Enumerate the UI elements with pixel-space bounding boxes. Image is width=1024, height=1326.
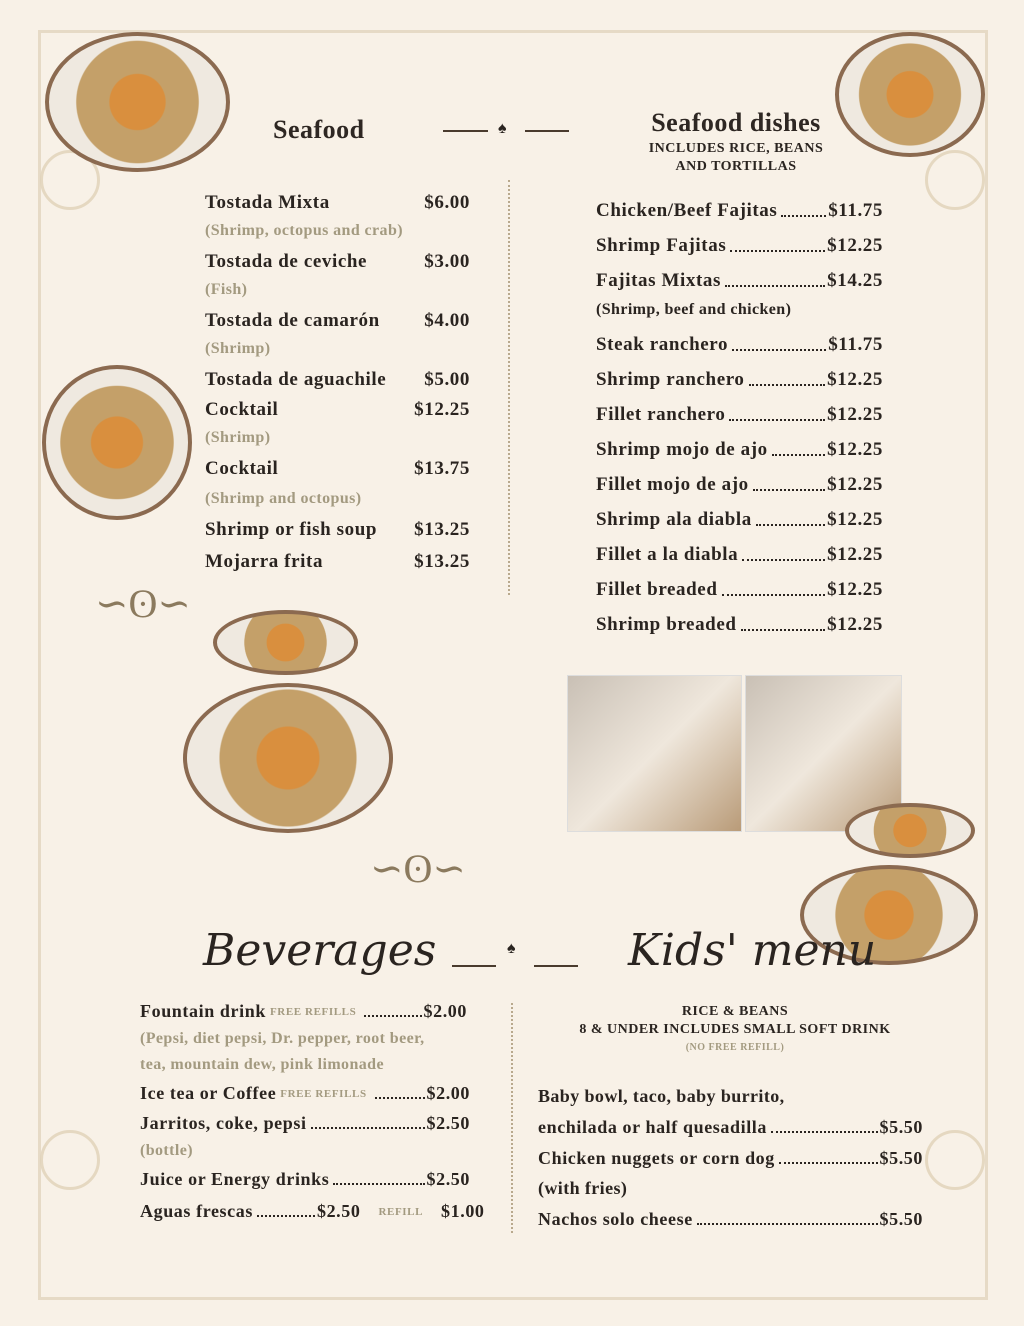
corner-ornament <box>925 1130 985 1190</box>
item-price: $4.00 <box>424 310 470 331</box>
item-price: $11.75 <box>828 334 883 355</box>
menu-item <box>205 310 470 332</box>
item-name: Tostada de ceviche <box>205 251 368 272</box>
dot-leader <box>732 334 826 351</box>
seafood-dishes-subtitle: INCLUDES RICE, BEANS <box>648 141 824 156</box>
menu-item <box>596 614 883 636</box>
item-price: $12.25 <box>827 614 883 635</box>
dot-leader <box>730 235 825 252</box>
dot-leader <box>742 544 825 561</box>
mojarra-photo <box>183 683 393 833</box>
item-price: $12.25 <box>827 404 883 425</box>
kids-subtitle: 8 & UNDER INCLUDES SMALL SOFT DRINK <box>579 1022 891 1037</box>
item-price: $5.50 <box>879 1209 923 1229</box>
menu-item <box>205 458 470 480</box>
item-price: $2.50 <box>316 1201 361 1221</box>
dot-leader <box>741 614 826 631</box>
dot-leader <box>725 270 825 287</box>
spacer <box>278 458 414 480</box>
item-price: $13.75 <box>414 458 470 479</box>
divider <box>443 130 488 132</box>
spacer <box>330 192 424 214</box>
menu-item <box>596 439 883 461</box>
item-name: Jarritos, coke, pepsi <box>140 1113 307 1133</box>
item-name: Fountain drink <box>140 1001 266 1021</box>
flourish-ornament: ∽ʘ∽ <box>370 846 466 891</box>
item-price: $12.25 <box>827 369 883 390</box>
item-price: $2.50 <box>426 1113 470 1133</box>
item-tag: FREE REFILLS <box>280 1087 367 1100</box>
menu-item <box>140 1083 470 1104</box>
item-note: (Shrimp) <box>205 429 271 446</box>
item-note: (Shrimp, beef and chicken) <box>596 301 792 318</box>
menu-item <box>205 519 470 541</box>
item-price: $12.25 <box>827 509 883 530</box>
nuggets-photo <box>845 803 975 858</box>
item-price: $3.00 <box>424 251 470 272</box>
menu-item <box>596 200 883 222</box>
dot-leader <box>749 369 826 386</box>
item-tag: FREE REFILLS <box>269 1005 357 1018</box>
item-tag: REFILL <box>378 1205 424 1218</box>
menu-item <box>140 1169 470 1190</box>
item-name: Fajitas Mixtas <box>596 270 722 291</box>
menu-item <box>538 1209 923 1230</box>
menu-item <box>596 509 883 531</box>
item-note: (Shrimp and octopus) <box>205 490 362 507</box>
dot-leader <box>756 509 825 526</box>
menu-item <box>205 192 470 214</box>
menu-item <box>140 1201 485 1222</box>
item-name: Tostada Mixta <box>205 192 330 213</box>
item-note: (Shrimp, octopus and crab) <box>205 222 403 239</box>
menu-item <box>596 474 883 496</box>
menu-item <box>596 334 883 356</box>
item-name: Fillet mojo de ajo <box>596 474 749 495</box>
item-name: Steak ranchero <box>596 334 729 355</box>
item-price: $12.25 <box>827 544 883 565</box>
dot-leader <box>781 200 826 217</box>
kids-menu-title: Kids' menu <box>628 925 877 976</box>
item-name: Fillet breaded <box>596 579 718 600</box>
item-price: $12.25 <box>827 235 883 256</box>
refill-price: $1.00 <box>441 1201 485 1221</box>
item-price: $12.25 <box>414 399 470 420</box>
item-name: Chicken/Beef Fajitas <box>596 200 778 221</box>
item-price: $2.00 <box>423 1001 467 1021</box>
menu-item <box>596 579 883 601</box>
item-price: $12.25 <box>827 439 883 460</box>
item-price: $12.25 <box>827 474 883 495</box>
kids-subtitle: (NO FREE REFILL) <box>685 1042 785 1053</box>
item-note: (bottle) <box>140 1142 193 1159</box>
rice-beans-photo <box>213 610 358 675</box>
item-note: (Pepsi, diet pepsi, Dr. pepper, root beer, <box>140 1030 425 1047</box>
item-note: (Shrimp) <box>205 340 271 357</box>
leaf-icon: ♠ <box>498 120 507 137</box>
item-price: $14.25 <box>827 270 883 291</box>
divider <box>534 965 578 967</box>
item-name: Ice tea or Coffee <box>140 1083 277 1103</box>
item-note: (with fries) <box>538 1178 628 1198</box>
menu-item <box>205 369 470 391</box>
kids-subtitle: RICE & BEANS <box>681 1004 789 1019</box>
item-note: (Fish) <box>205 281 248 298</box>
menu-item <box>596 270 883 292</box>
menu-item <box>205 251 470 273</box>
seafood-title: Seafood <box>273 115 365 144</box>
menu-item <box>596 404 883 426</box>
dot-leader <box>772 439 825 456</box>
item-name: Shrimp Fajitas <box>596 235 727 256</box>
menu-item <box>596 544 883 566</box>
menu-item <box>538 1148 923 1169</box>
divider <box>525 130 569 132</box>
item-name: Fillet a la diabla <box>596 544 739 565</box>
corner-ornament <box>40 1130 100 1190</box>
item-price: $13.25 <box>414 551 470 572</box>
item-name: Cocktail <box>205 458 279 479</box>
seafood-dishes-subtitle: AND TORTILLAS <box>675 159 797 174</box>
item-price: $11.75 <box>828 200 883 221</box>
column-divider <box>508 180 510 595</box>
item-name: Shrimp mojo de ajo <box>596 439 768 460</box>
item-price: $2.50 <box>426 1169 470 1189</box>
item-name: Shrimp ala diabla <box>596 509 752 530</box>
corner-ornament <box>925 150 985 210</box>
column-divider <box>511 1003 513 1233</box>
menu-item <box>205 551 470 573</box>
dot-leader <box>729 404 825 421</box>
beverages-title: Beverages <box>203 925 437 976</box>
item-name: Fillet ranchero <box>596 404 726 425</box>
item-name: Shrimp ranchero <box>596 369 745 390</box>
item-name: Chicken nuggets or corn dog <box>538 1148 775 1168</box>
item-name: Cocktail <box>205 399 279 420</box>
item-price: $12.25 <box>827 579 883 600</box>
item-name: Shrimp or fish soup <box>205 519 378 540</box>
menu-item <box>596 235 883 257</box>
item-name: Mojarra frita <box>205 551 324 572</box>
item-price: $5.00 <box>424 369 470 390</box>
item-name: enchilada or half quesadilla <box>538 1117 768 1137</box>
spacer <box>377 519 414 541</box>
item-price: $6.00 <box>424 192 470 213</box>
dot-leader <box>753 474 825 491</box>
flourish-ornament: ∽ʘ∽ <box>95 581 191 626</box>
cocktail-photo <box>42 365 192 520</box>
item-price: $2.00 <box>426 1083 470 1103</box>
item-name: Nachos solo cheese <box>538 1209 693 1229</box>
item-name: Shrimp breaded <box>596 614 737 635</box>
item-name: Aguas frescas <box>140 1201 253 1221</box>
fajitas-photo <box>567 675 742 832</box>
spacer <box>323 551 414 573</box>
item-price: $5.50 <box>879 1117 923 1137</box>
menu-item <box>205 399 470 421</box>
tostada-photo <box>45 32 230 172</box>
shrimp-dish-photo <box>835 32 985 157</box>
divider <box>452 965 496 967</box>
item-note: tea, mountain dew, pink limonade <box>140 1056 384 1073</box>
item-name: Tostada de aguachile <box>205 369 387 390</box>
item-price: $5.50 <box>879 1148 923 1168</box>
seafood-dishes-title: Seafood dishes <box>651 108 821 137</box>
menu-item <box>140 1001 467 1022</box>
item-name: Tostada de camarón <box>205 310 380 331</box>
menu-item <box>140 1113 470 1134</box>
dot-leader <box>722 579 826 596</box>
item-name: Juice or Energy drinks <box>140 1169 330 1189</box>
spacer <box>386 369 424 391</box>
spacer <box>278 399 414 421</box>
item-price: $13.25 <box>414 519 470 540</box>
leaf-icon: ♠ <box>507 940 516 957</box>
spacer <box>380 310 424 332</box>
item-name: Baby bowl, taco, baby burrito, <box>538 1086 785 1106</box>
spacer <box>367 251 424 273</box>
menu-item <box>538 1117 923 1138</box>
menu-item <box>596 369 883 391</box>
